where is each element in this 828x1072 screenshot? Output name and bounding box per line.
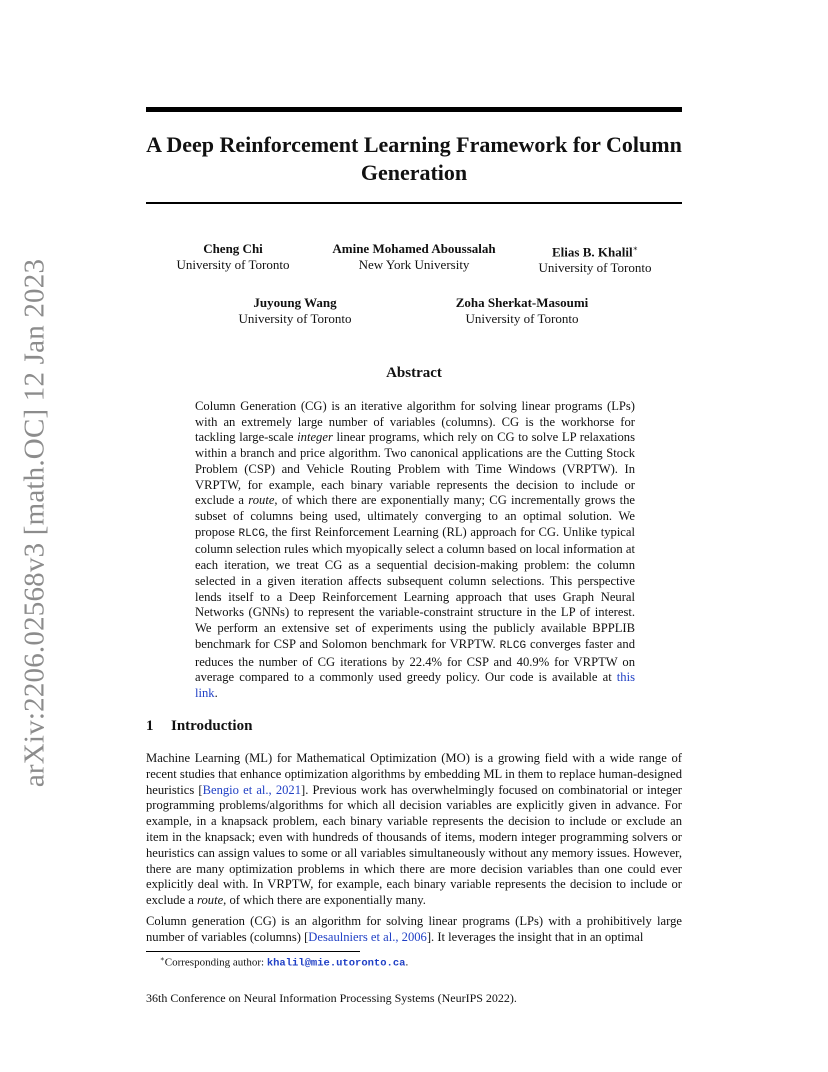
- author-name: Cheng Chi: [203, 241, 263, 256]
- author-block: [160, 241, 306, 273]
- conference-note: 36th Conference on Neural Information Processing Systems (NeurIPS 2022).: [146, 991, 517, 1005]
- citation-link[interactable]: Bengio et al., 2021: [202, 782, 302, 797]
- introduction-body: [146, 751, 682, 951]
- email-link[interactable]: khalil@mie.utoronto.ca: [266, 957, 406, 970]
- author-affiliation: University of Toronto: [176, 257, 290, 272]
- section-number: 1: [146, 718, 154, 734]
- paragraph: Column generation (CG) is an algorithm for solving linear programs (LPs) with a prohibitively large number of variables (columns) [Desaulniers et al., 2006]. It leverages the insight that in an optimal: [146, 913, 682, 944]
- author-name: Elias B. Khalil: [552, 244, 633, 260]
- method-name: RLCG: [238, 527, 265, 540]
- section-heading: [146, 718, 252, 735]
- author-block: [222, 295, 368, 327]
- code-link[interactable]: this link: [195, 670, 635, 700]
- author-name: Zoha Sherkat-Masoumi: [455, 295, 589, 310]
- abstract-heading: Abstract: [386, 365, 442, 381]
- paper-title: A Deep Reinforcement Learning Framework for Column Generation: [146, 132, 682, 185]
- author-block: [442, 295, 602, 327]
- arxiv-identifier-text: arXiv:2206.02568v3 [math.OC] 12 Jan 2023: [18, 258, 51, 787]
- section-title: Introduction: [171, 718, 253, 734]
- author-name: Juyoung Wang: [253, 295, 337, 310]
- footnote-rule: [146, 951, 360, 952]
- author-affiliation: University of Toronto: [538, 260, 652, 276]
- author-name: Amine Mohamed Aboussalah: [332, 241, 496, 256]
- title-top-rule: [146, 107, 682, 112]
- author-block: [522, 241, 668, 276]
- paragraph: Machine Learning (ML) for Mathematical Optimization (MO) is a growing field with a wide range of recent studies that enhance optimization algorithms by embedding ML in them to replace human-designed heuristics [Bengio et al., 2021]. Previous work has overwhelmingly focused on combinatorial or integer programming problems/algorithms for which all decision variables are explicitly given in advance. For example, in a knapsack problem, each binary variable represents the decision to include or exclude an item in the knapsack; even with hundreds of thousands of items, modern integer programming solvers or heuristics can assign values to some or all variables simultaneously without any memory issues. However, there are many optimization problems in which there are more decision variables than one could ever explicitly deal with. In VRPTW, for example, each binary variable represents the decision to include or exclude a route, of which there are exponentially many.: [146, 751, 682, 908]
- author-affiliation: New York University: [358, 257, 470, 272]
- method-name: RLCG: [499, 639, 527, 652]
- author-affiliation: University of Toronto: [238, 311, 352, 326]
- title-bottom-rule: [146, 202, 682, 204]
- author-affiliation: University of Toronto: [465, 311, 579, 326]
- arxiv-identifier: [10, 258, 60, 787]
- footnote: ∗Corresponding author: khalil@mie.utoronto.ca.: [160, 955, 409, 970]
- citation-link[interactable]: Desaulniers et al., 2006: [308, 929, 427, 944]
- corresponding-author-mark: ∗: [632, 244, 638, 253]
- author-block: [320, 241, 508, 273]
- abstract-body: Column Generation (CG) is an iterative algorithm for solving linear programs (LPs) with an extremely large number of variables (columns). CG is the workhorse for tackling large-scale integer linear programs, which rely on CG to solve LP relaxations within a branch and price algorithm. Two canonical applications are the Cutting Stock Problem (CSP) and Vehicle Routing Problem with Time Windows (VRPTW). In VRPTW, for example, each binary variable represents the decision to include or exclude a route, of which there are exponentially many; CG incrementally grows the subset of columns being used, ultimately converging to an optimal solution. We propose RLCG, the first Reinforcement Learning (RL) approach for CG. Unlike typical column selection rules which myopically select a column based on local information at each iteration, we treat CG as a sequential decision-making problem: the column selected in a given iteration affects subsequent column selections. This perspective lends itself to a Deep Reinforcement Learning approach that uses Graph Neural Networks (GNNs) to represent the variable-constraint structure in the LP of interest. We perform an extensive set of experiments using the publicly available BPPLIB benchmark for CSP and Solomon benchmark for VRPTW. RLCG converges faster and reduces the number of CG iterations by 22.4% for CSP and 40.9% for VRPTW on average compared to a commonly used greedy policy. Our code is available at this link.: [195, 399, 636, 700]
- footnote-mark: ∗: [160, 955, 165, 963]
